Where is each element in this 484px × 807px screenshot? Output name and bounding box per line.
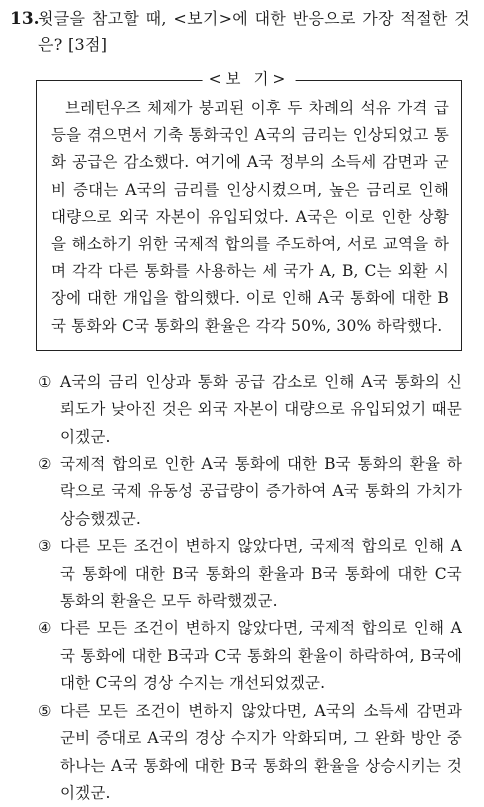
choice-5[interactable]	[38, 698, 462, 807]
bogi-title: <보 기>	[203, 69, 296, 89]
choice-number: ⑤	[38, 701, 52, 720]
choice-text: 국제적 합의로 인한 A국 통화에 대한 B국 통화의 환율 하락으로 국제 유동성 공급량이 증가하여 A국 통화의 가치가 상승했겠군.	[60, 455, 462, 528]
choice-number: ②	[38, 455, 52, 474]
choice-number: ③	[38, 537, 52, 556]
bogi-box	[36, 70, 462, 351]
bogi-passage: 브레턴우즈 체제가 붕괴된 이후 두 차례의 석유 가격 급등을 겪으면서 기축 통화국인 A국의 금리는 인상되었고 통화 공급은 감소했다. 여기에 A국 정부의 소득세 감면과 군비 증대는 A국의 금리를 인상시켰으며, 높은 금리로 인해 대량으로 외국 자본이 유입되었다. A국은 이로 인한 상황을 해소하기 위한 국제적 합의를 주도하여, 서로 교역을 하며 각각 다른 통화를 사용하는 세 국가 A, B, C는 외환 시장에 대한 개입을 합의했다. 이로 인해 A국 통화에 대한 B국 통화와 C국 통화의 환율은 각각 50%, 30% 하락했다.	[51, 99, 449, 335]
answer-choices	[38, 369, 462, 807]
choice-text: 다른 모든 조건이 변하지 않았다면, A국의 소득세 감면과 군비 증대로 A국의 경상 수지가 악화되며, 그 완화 방안 중 하나는 A국 통화에 대한 B국 통화의 환율을 상승시키는 것이겠군.	[60, 701, 462, 802]
choice-3[interactable]	[38, 533, 462, 615]
choice-text: 다른 모든 조건이 변하지 않았다면, 국제적 합의로 인해 A국 통화에 대한 B국과 C국 통화의 환율이 하락하여, B국에 대한 C국의 경상 수지는 개선되었겠군.	[60, 619, 462, 693]
question-prompt: 윗글을 참고할 때, <보기>에 대한 반응으로 가장 적절한 것은? [3점]	[38, 9, 470, 54]
choice-number: ①	[38, 372, 52, 391]
question-number: 13.	[10, 9, 40, 29]
choice-1[interactable]	[38, 369, 462, 451]
bogi-frame	[36, 80, 462, 351]
choice-number: ④	[38, 619, 52, 638]
choice-2[interactable]	[38, 451, 462, 533]
question-header	[10, 6, 470, 58]
choice-4[interactable]	[38, 615, 462, 697]
choice-text: 다른 모든 조건이 변하지 않았다면, 국제적 합의로 인해 A국 통화에 대한 B국 통화의 환율과 B국 통화에 대한 C국 통화의 환율은 모두 하락했겠군.	[60, 537, 462, 611]
choice-text: A국의 금리 인상과 통화 공급 감소로 인해 A국 통화의 신뢰도가 낮아진 것은 외국 자본이 대량으로 유입되었기 때문이겠군.	[60, 372, 462, 446]
